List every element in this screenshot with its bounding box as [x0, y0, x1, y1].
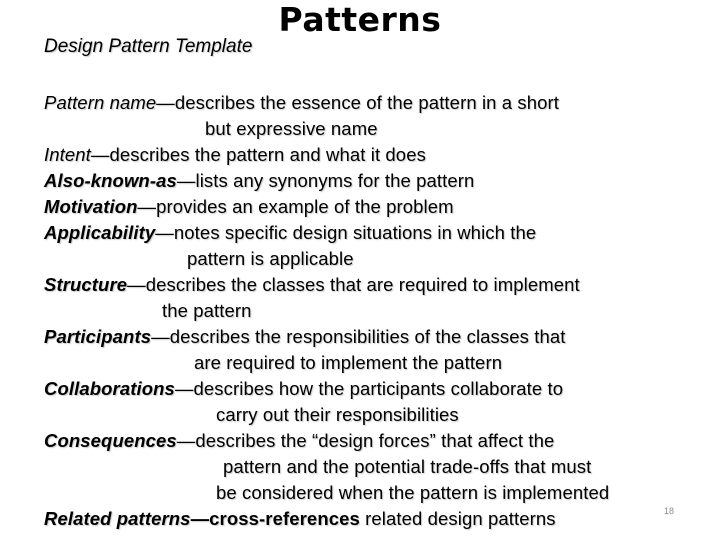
entry-collaborations	[44, 376, 694, 428]
entry-description: lists any synonyms for the pattern	[195, 170, 475, 191]
entry-dash: —	[90, 144, 110, 165]
entry-pattern-name	[44, 90, 694, 142]
entry-description: notes specific design situations in which the	[173, 222, 537, 243]
entry-term: Pattern name	[44, 92, 157, 113]
entry-description-cont: pattern is applicable	[187, 248, 354, 269]
entry-consequences	[44, 428, 694, 506]
entry-description-cont: carry out their responsibilities	[216, 404, 459, 425]
entry-description: describes the classes that are required to implement	[145, 274, 580, 295]
entry-motivation	[44, 194, 694, 220]
entry-dash: —	[155, 222, 174, 243]
entry-description: describes how the participants collaborate to	[193, 378, 564, 399]
entry-dash: —	[176, 170, 196, 191]
entry-dash: —	[137, 196, 157, 217]
entry-description: describes the essence of the pattern in a short	[174, 92, 560, 113]
entry-bold-description: cross-references	[209, 508, 360, 529]
entry-dash: —	[176, 430, 196, 451]
entry-term: Intent	[44, 144, 91, 165]
entry-structure	[44, 272, 694, 324]
entry-term: Applicability	[44, 222, 156, 243]
entry-description: describes the “design forces” that affect the	[195, 430, 555, 451]
entry-description: describes the responsibilities of the classes that	[169, 326, 566, 347]
entry-term: Also-known-as	[44, 170, 177, 191]
entry-description-cont: be considered when the pattern is implemented	[216, 482, 610, 503]
entry-also-known-as	[44, 168, 694, 194]
entry-term: Motivation	[44, 196, 138, 217]
entry-dash: —	[156, 92, 175, 113]
entry-term: Collaborations	[44, 378, 175, 399]
entry-related-patterns	[44, 506, 694, 532]
template-list	[44, 90, 694, 532]
entry-dash: —	[151, 326, 170, 347]
entry-description-cont: but expressive name	[205, 118, 378, 139]
entry-description: provides an example of the problem	[156, 196, 454, 217]
entry-description-cont: the pattern	[162, 300, 252, 321]
entry-dash: —	[190, 508, 210, 529]
slide-title: Patterns	[278, 0, 442, 39]
entry-description: describes the pattern and what it does	[109, 144, 426, 165]
entry-description: related design patterns	[359, 508, 556, 529]
entry-term: Structure	[44, 274, 128, 295]
entry-description-cont: are required to implement the pattern	[194, 352, 503, 373]
entry-dash: —	[174, 378, 194, 399]
entry-term: Participants	[44, 326, 152, 347]
entry-term: Related patterns	[44, 508, 191, 529]
entry-applicability	[44, 220, 694, 272]
entry-intent	[44, 142, 694, 168]
entry-participants	[44, 324, 694, 376]
entry-description-cont: pattern and the potential trade-offs that must	[223, 456, 592, 477]
entry-term: Consequences	[44, 430, 177, 451]
entry-dash: —	[127, 274, 146, 295]
slide-subtitle: Design Pattern Template	[44, 36, 253, 57]
page-number: 18	[664, 506, 675, 516]
